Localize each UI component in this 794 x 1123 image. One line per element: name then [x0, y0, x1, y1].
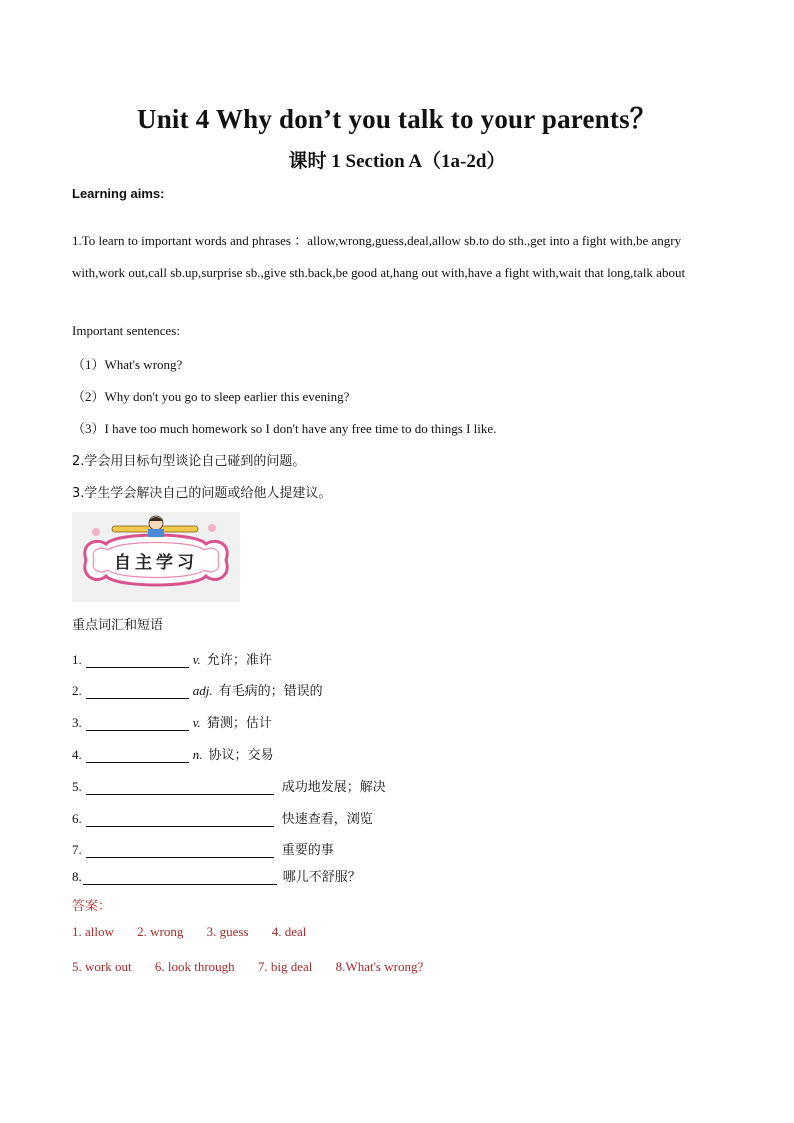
- vocab-item: [72, 649, 272, 668]
- vocab-number: 4.: [72, 747, 82, 762]
- aims-item-3: 3.学生学会解决自己的问题或给他人提建议。: [72, 486, 332, 501]
- sentence-3: （3）I have too much homework so I don't have any free time to do things I like.: [72, 421, 497, 436]
- important-sentences-label: Important sentences:: [72, 323, 180, 338]
- answer-item: 5. work out: [72, 959, 132, 974]
- self-study-badge: [72, 512, 240, 602]
- part-of-speech: n.: [192, 747, 203, 762]
- answer-item: 4. deal: [271, 924, 307, 939]
- sentence-1: （1）What's wrong?: [72, 357, 183, 372]
- answer-blank[interactable]: [86, 684, 189, 699]
- vocab-number: 6.: [72, 811, 82, 826]
- answer-item: 3. guess: [206, 924, 249, 939]
- aims-item-2: 2.学会用目标句型谈论自己碰到的问题。: [72, 454, 306, 469]
- page-subtitle: 课时 1 Section A（1a-2d）: [288, 151, 506, 172]
- answer-blank[interactable]: [83, 870, 277, 885]
- vocab-number: 1.: [72, 652, 82, 667]
- answer-blank[interactable]: [86, 716, 189, 731]
- answer-item: 2. wrong: [137, 924, 184, 939]
- vocab-number: 3.: [72, 715, 82, 730]
- vocab-meaning: 有毛病的；错误的: [218, 684, 323, 699]
- answer-blank[interactable]: [86, 780, 274, 795]
- learning-aims-label: Learning aims:: [72, 186, 165, 201]
- vocab-number: 8.: [72, 869, 82, 884]
- vocab-item: [72, 839, 334, 858]
- part-of-speech: v.: [192, 652, 201, 667]
- vocab-item: [72, 808, 373, 827]
- vocab-item: [72, 776, 386, 795]
- vocab-meaning: 哪儿不舒服？: [282, 870, 361, 885]
- answer-item: 6. look through: [154, 959, 235, 974]
- vocab-heading: 重点词汇和短语: [72, 618, 164, 633]
- vocab-meaning: 快速查看，浏览: [281, 812, 373, 827]
- vocab-meaning: 允许；准许: [206, 653, 272, 668]
- answer-blank[interactable]: [86, 843, 274, 858]
- vocab-item: [72, 680, 323, 699]
- vocab-meaning: 猜测；估计: [206, 716, 272, 731]
- vocab-number: 2.: [72, 683, 82, 698]
- aims-item-1: 1.To learn to important words and phrases ：allow,wrong,guess,deal,allow sb.to do sth.,get into a fight with,be angry with,work out,call sb.up,surprise sb.,give sth.back,be good at,hang out with,have a fight with,wait that long,talk about: [72, 233, 686, 280]
- answer-item: 8.What's wrong?: [335, 959, 424, 974]
- vocab-meaning: 重要的事: [281, 843, 334, 858]
- badge-text: 自主学习: [114, 553, 198, 573]
- vocab-number: 5.: [72, 779, 82, 794]
- answer-item: 7. big deal: [257, 959, 313, 974]
- part-of-speech: adj.: [192, 683, 213, 698]
- answer-blank[interactable]: [86, 812, 274, 827]
- answers-row-1: [72, 924, 326, 940]
- answer-blank[interactable]: [86, 748, 189, 763]
- sentence-2: （2）Why don't you go to sleep earlier this evening?: [72, 389, 350, 404]
- vocab-number: 7.: [72, 842, 82, 857]
- page-title: Unit 4 Why don’t you talk to your parents？: [137, 104, 657, 134]
- vocab-item: [72, 866, 361, 885]
- answers-label: 答案：: [72, 899, 112, 914]
- vocab-item: [72, 712, 272, 731]
- part-of-speech: v.: [192, 715, 201, 730]
- answers-row-2: [72, 959, 443, 975]
- vocab-meaning: 成功地发展；解决: [281, 780, 386, 795]
- answer-item: 1. allow: [72, 924, 114, 939]
- vocab-meaning: 协议；交易: [208, 748, 274, 763]
- answer-blank[interactable]: [86, 653, 189, 668]
- vocab-item: [72, 744, 274, 763]
